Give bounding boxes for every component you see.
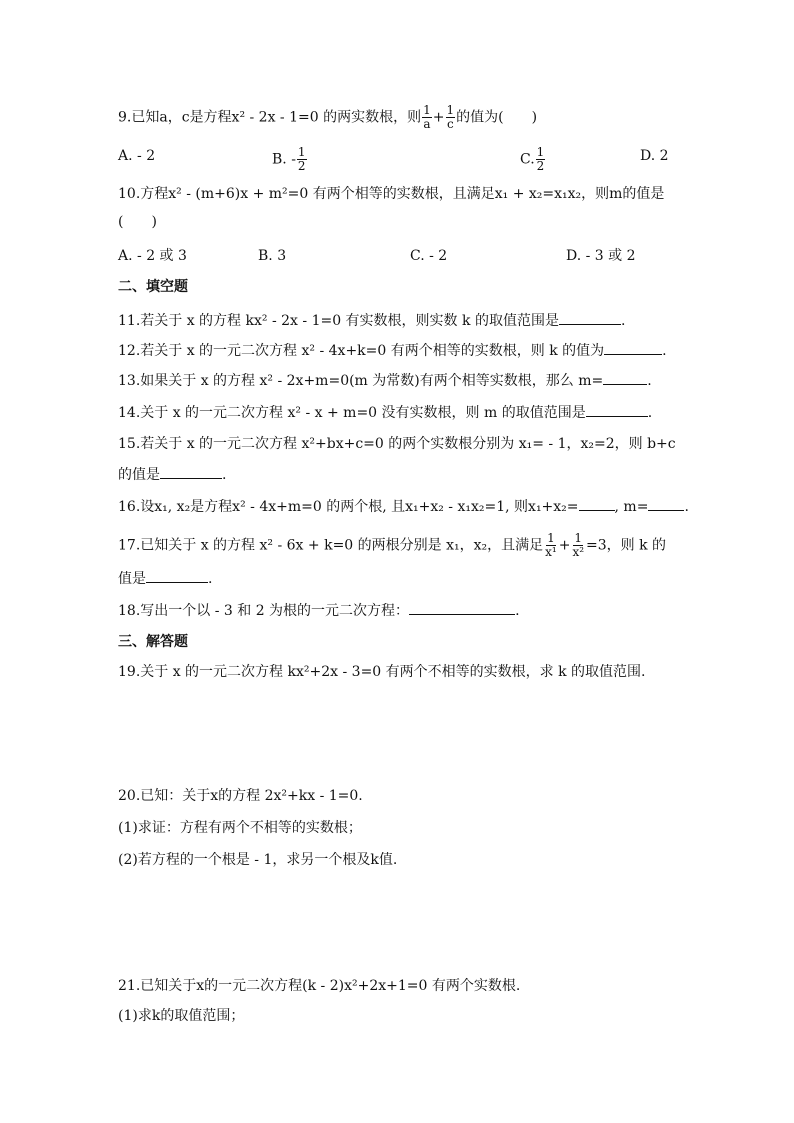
q9-option-b-fraction: $\frac{1}{2}$ <box>297 145 306 173</box>
q9-text: 9.已知a，c是方程x² - 2x - 1=0 的两实数根，则 <box>118 109 422 126</box>
q17-answer-blank[interactable] <box>146 568 208 583</box>
q10-option-a[interactable]: A. - 2 或 3 <box>118 248 187 264</box>
q9-option-d[interactable]: D. 2 <box>640 148 669 164</box>
q10-option-b[interactable]: B. 3 <box>258 248 287 264</box>
question-12: 12.若关于 x 的一元二次方程 x² - 4x+k=0 有两个相等的实数根，则 k 的值为 . <box>118 340 667 361</box>
question-14: 14.关于 x 的一元二次方程 x² - x + m=0 没有实数根，则 m 的取值范围是 . <box>118 402 652 423</box>
question-20-part-1: (1)求证：方程有两个不相等的实数根； <box>118 820 362 836</box>
q12-answer-blank[interactable] <box>604 340 662 355</box>
question-17: 17.已知关于 x 的方程 x² - 6x + k=0 的两根分别是 x₁，x₂，且满足 $\frac{1}{\text{x¹}}$ + $\frac{1}{\text{x²}}$ =3，则 k 的 <box>118 531 667 559</box>
q17-fraction-2: $\frac{1}{\text{x²}}$ <box>572 531 585 559</box>
question-21-part-1: (1)求k的取值范围； <box>118 1008 245 1024</box>
q13-answer-blank[interactable] <box>603 370 647 385</box>
q15-answer-blank[interactable] <box>160 464 222 479</box>
q16-answer-blank-m[interactable] <box>648 496 684 511</box>
question-10-bracket: ( ) <box>118 214 157 230</box>
q9-option-a[interactable]: A. - 2 <box>118 148 156 164</box>
q9-fraction-1-over-a: $\frac{1}{a}$ <box>423 103 431 131</box>
q10-option-c[interactable]: C. - 2 <box>410 248 448 264</box>
section-heading-fill-in: 二、填空题 <box>118 279 188 295</box>
q16-answer-blank-sum[interactable] <box>579 496 615 511</box>
question-9: 9.已知a，c是方程x² - 2x - 1=0 的两实数根，则 $\frac{1}{a}$ + $\frac{1}{c}$ 的值为( ) <box>118 103 538 131</box>
question-20: 20.已知：关于x的方程 2x²+kx - 1=0. <box>118 788 363 804</box>
question-10: 10.方程x² - (m+6)x + m²=0 有两个相等的实数根，且满足x₁ + x₂=x₁x₂，则m的值是 <box>118 186 665 202</box>
q9-option-b[interactable]: B. - $\frac{1}{2}$ <box>272 145 306 173</box>
section-heading-solve: 三、解答题 <box>118 634 188 650</box>
q10-option-d[interactable]: D. - 3 或 2 <box>566 248 636 264</box>
q9-option-c-fraction: $\frac{1}{2}$ <box>536 145 545 173</box>
question-11: 11.若关于 x 的方程 kx² - 2x - 1=0 有实数根，则实数 k 的取值范围是 . <box>118 310 625 331</box>
q11-answer-blank[interactable] <box>559 310 621 325</box>
question-18: 18.写出一个以 - 3 和 2 为根的一元二次方程： . <box>118 600 520 621</box>
question-15: 15.若关于 x 的一元二次方程 x²+bx+c=0 的两个实数根分别为 x₁= - 1，x₂=2，则 b+c <box>118 436 676 452</box>
q9-option-c[interactable]: C. $\frac{1}{2}$ <box>520 145 545 173</box>
q9-fraction-1-over-c: $\frac{1}{c}$ <box>446 103 455 131</box>
question-19: 19.关于 x 的一元二次方程 kx²+2x - 3=0 有两个不相等的实数根，求 k 的取值范围. <box>118 664 646 680</box>
question-21: 21.已知关于x的一元二次方程(k - 2)x²+2x+1=0 有两个实数根. <box>118 978 521 994</box>
q14-answer-blank[interactable] <box>586 402 648 417</box>
question-17-cont: 值是 . <box>118 568 212 589</box>
question-15-cont: 的值是 . <box>118 464 226 485</box>
question-20-part-2: (2)若方程的一个根是 - 1，求另一个根及k值. <box>118 852 398 868</box>
q18-answer-blank[interactable] <box>409 600 515 615</box>
question-13: 13.如果关于 x 的方程 x² - 2x+m=0(m 为常数)有两个相等实数根，那么 m= . <box>118 370 652 391</box>
q17-fraction-1: $\frac{1}{\text{x¹}}$ <box>545 531 557 559</box>
question-16: 16.设x₁, x₂是方程x² - 4x+m=0 的两个根, 且x₁+x₂ - x₁x₂=1, 则x₁+x₂= , m= . <box>118 496 689 517</box>
